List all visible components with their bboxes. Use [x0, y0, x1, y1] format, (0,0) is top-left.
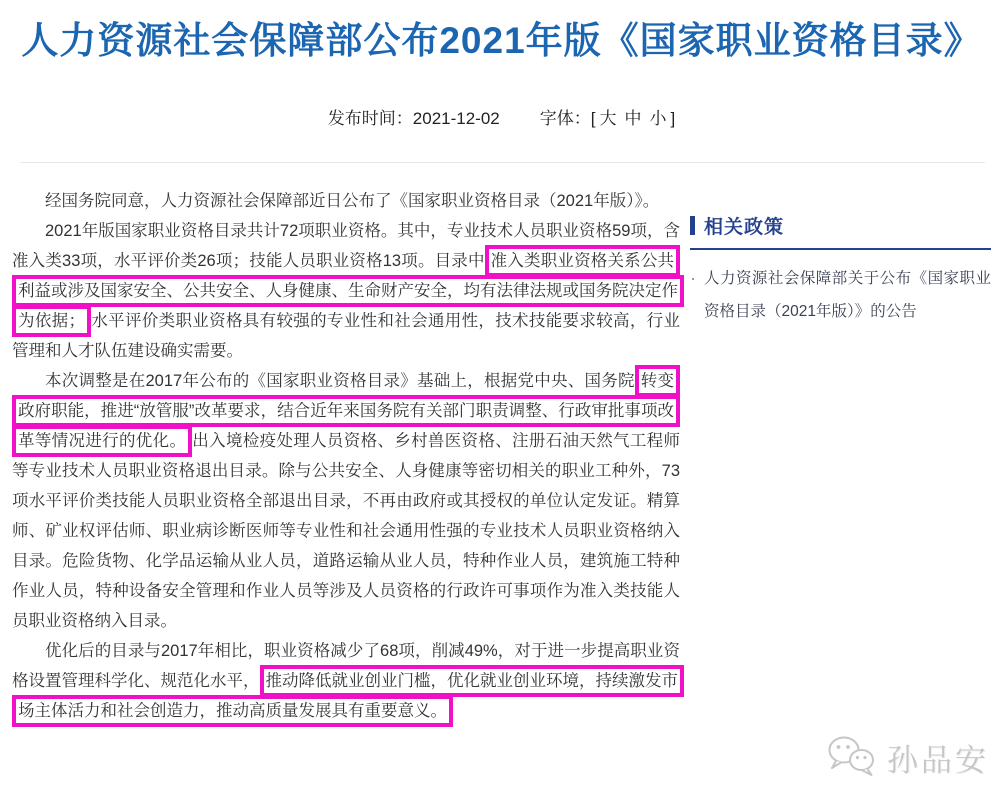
article-paragraph	[12, 186, 680, 216]
page-title: 人力资源社会保障部公布2021年版《国家职业资格目录》	[21, 20, 982, 61]
highlight-annotation: 转变政府职能，推进“放管服”改革要求，结合近年来国务院有关部门职责调整、行政审批事项改革等情况进行的优化。	[12, 365, 680, 457]
highlight-annotation: 推动降低就业创业门槛，优化就业创业环境，持续激发市场主体活力和社会创造力，推动高质量发展具有重要意义。	[12, 665, 684, 727]
font-size-medium[interactable]: 中	[624, 109, 642, 128]
paragraph-text: 优化后的目录与2017年相比，职业资格减少了68项，削减49%，对于进一步提高职业资格设置管理科学化、规范化水平，	[12, 642, 680, 690]
article-paragraph	[12, 216, 680, 366]
paragraph-text: 水平评价类职业资格具有较强的专业性和社会通用性，技术技能要求较高，行业管理和人才队伍建设确实需要。	[12, 312, 681, 360]
sidebar-title-bar	[690, 216, 695, 235]
paragraph-text: 出入境检疫处理人员资格、乡村兽医资格、注册石油天然气工程师等专业技术人员职业资格退出目录。除与公共安全、人身健康等密切相关的职业工种外，73项水平评价类技能人员职业资格全部退出目录，不再由政府或其授权的单位认定发证。精算师、矿业权评估师、职业病诊断医师等专业性和社会通用性强的专业技术人员职业资格纳入目录。危险货物、化学品运输从业人员，道路运输从业人员，特种作业人员，建筑施工特种作业人员，特种设备安全管理和作业人员等涉及人员资格的行政许可事项作为准入类技能人员职业资格纳入目录。	[12, 432, 681, 630]
article-paragraph	[12, 366, 680, 636]
highlight-annotation: 准入类职业资格关系公共利益或涉及国家安全、公共安全、人身健康、生命财产安全，均有法律法规或国务院决定作为依据；	[12, 245, 684, 337]
watermark	[825, 732, 989, 783]
paragraph-text: 2021年版国家职业资格目录共计72项职业资格。其中，专业技术人员职业资格59项，含准入类33项，水平评价类26项；技能人员职业资格13项。目录中	[12, 222, 680, 270]
watermark-name: 孙品安	[887, 743, 989, 778]
article-paragraph	[12, 636, 680, 726]
font-bracket-open: [	[590, 109, 596, 128]
paragraph-text: 经国务院同意，人力资源社会保障部近日公布了《国家职业资格目录（2021年版）》。	[45, 192, 660, 210]
font-bracket-close: ]	[670, 109, 676, 128]
sidebar-title: 相关政策	[704, 217, 785, 238]
article-meta	[0, 104, 1003, 129]
content-area	[12, 186, 991, 726]
header-divider	[20, 162, 985, 163]
wechat-icon	[825, 732, 879, 783]
bullet-dot-icon: ·	[690, 268, 696, 288]
font-size-large[interactable]: 大	[599, 109, 617, 128]
publish-time-label: 发布时间：	[327, 109, 413, 128]
article-body	[12, 186, 680, 726]
related-policy-link-text: 人力资源社会保障部关于公布《国家职业资格目录（2021年版）》的公告	[704, 270, 991, 320]
font-size-label: 字体：	[539, 109, 591, 128]
publish-date: 2021-12-02	[412, 109, 500, 128]
paragraph-text: 本次调整是在2017年公布的《国家职业资格目录》基础上，根据党中央、国务院	[45, 372, 635, 390]
sidebar-header	[690, 212, 991, 250]
font-size-small[interactable]: 小	[649, 109, 667, 128]
related-policy-sidebar	[690, 186, 991, 328]
related-policy-link[interactable]	[690, 262, 991, 328]
